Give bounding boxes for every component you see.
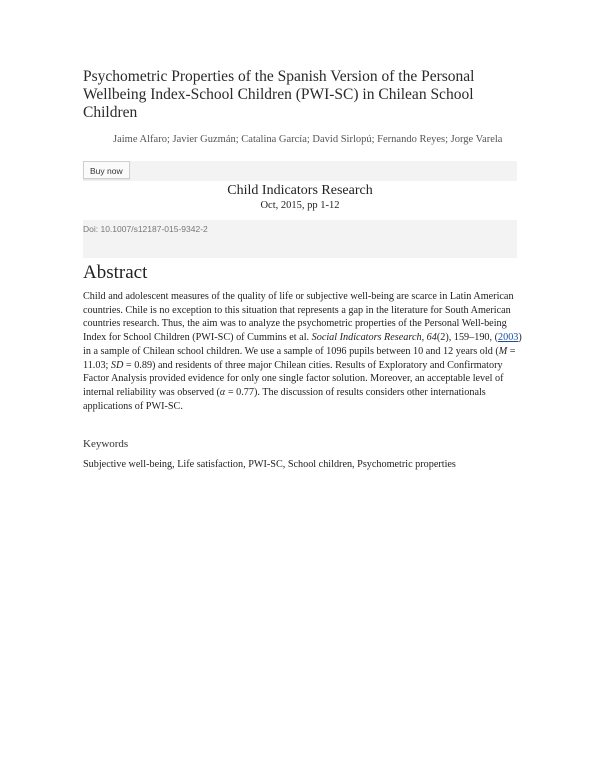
- keywords-list: Subjective well-being, Life satisfaction, PWI-SC, School children, Psychometric properties: [83, 459, 456, 470]
- purchase-bar: [83, 161, 517, 181]
- abstract-text-part: (2), 159–190, (: [436, 332, 498, 344]
- author-list: Jaime Alfaro; Javier Guzmán; Catalina García; David Sirlopú; Fernando Reyes; Jorge Varela: [113, 134, 503, 145]
- mean-symbol: M: [498, 345, 508, 357]
- abstract-text-part: = 11.03;: [83, 345, 516, 371]
- abstract-text-part: = 0.77). The discussion of results considers other internationals applications of PWI-SC.: [83, 386, 486, 412]
- abstract-body: [83, 290, 523, 413]
- abstract-text-part: = 0.89) and residents of three major Chilean cities. Results of Exploratory and Confirmatory Factor Analysis provided evidence for only one single factor solution. Moreover, an acceptable level of internal reliability was observed (: [83, 359, 504, 398]
- article-title: Psychometric Properties of the Spanish Version of the Personal Wellbeing Index-School Children (PWI-SC) in Chilean School Children: [83, 68, 475, 121]
- buy-now-button[interactable]: Buy now: [83, 161, 130, 179]
- reference-link[interactable]: 2003: [498, 332, 519, 344]
- abstract-text-part: ) in a sample of Chilean school children. We use a sample of 1096 pupils between 10 and 12 years old (: [83, 332, 522, 357]
- abstract-heading: Abstract: [83, 262, 148, 283]
- keywords-heading: Keywords: [83, 438, 129, 450]
- journal-citation: Social Indicators Research, 64: [311, 332, 437, 344]
- abstract-text-part: Child and adolescent measures of the quality of life or subjective well-being are scarce in Latin American countries. Chile is no exception to this situation that represents a gap in the literature for South American countries research. Thus, the aim was to analyze the psychometric properties of the Personal Well-being Index for School Children (PWI-SC) of Cummins et al.: [83, 291, 514, 344]
- journal-name: Child Indicators Research: [227, 183, 373, 198]
- info-bar: [83, 238, 517, 258]
- issue-info: Oct, 2015, pp 1-12: [260, 200, 340, 211]
- doi-text: Doi: 10.1007/s12187-015-9342-2: [83, 220, 517, 238]
- sd-symbol: SD: [110, 359, 124, 371]
- alpha-symbol: α: [219, 386, 226, 398]
